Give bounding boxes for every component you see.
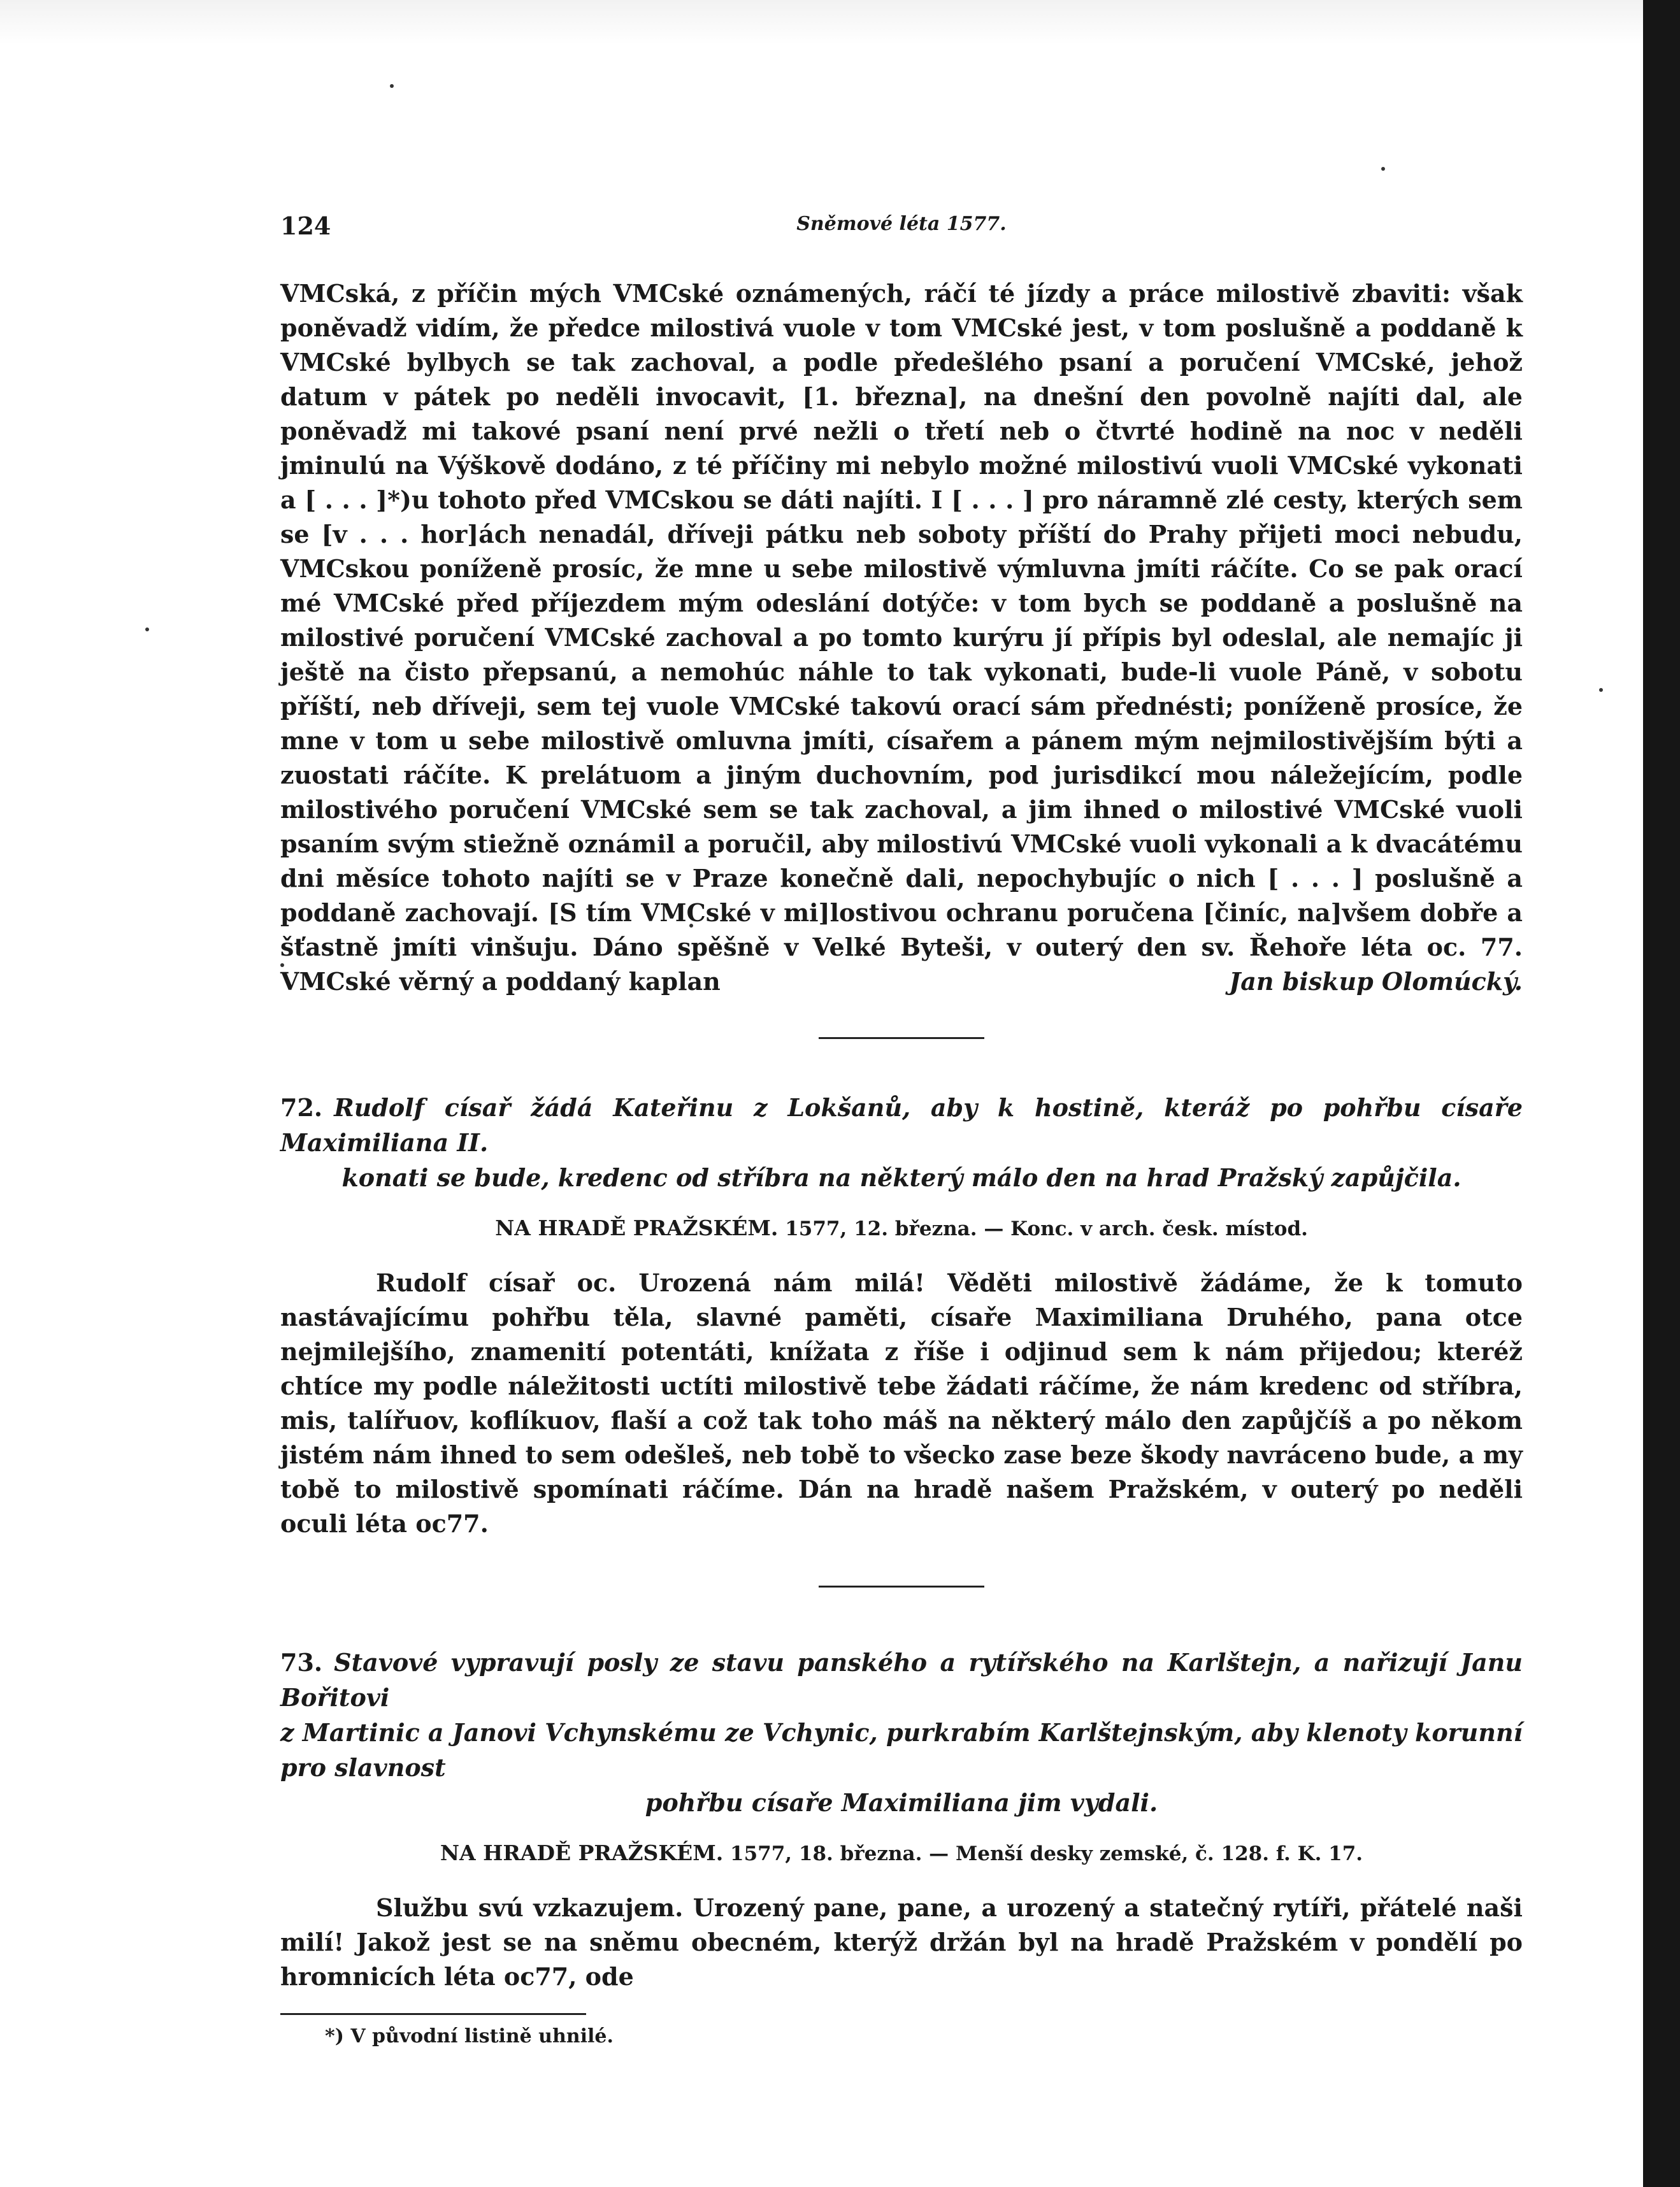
doc-72-heading-line-2: konati se bude, kredenc od stříbra na některý málo den na hrad Pražský zapůjčila. bbox=[341, 1163, 1461, 1192]
scan-top-shadow bbox=[0, 0, 1643, 45]
doc-73-meta bbox=[280, 1840, 1523, 1865]
section-separator bbox=[819, 1586, 984, 1588]
doc-72-heading-line-1: Rudolf císař žádá Kateřinu z Lokšanů, aby k hostině, kteráž po pohřbu císaře Maximiliana II. bbox=[280, 1093, 1523, 1157]
continuation-text: VMCská, z příčin mých VMCské oznámených, ráčí té jízdy a práce milostivě zbaviti: však poněvadž vidím, že předce milostivá vuole v tom VMCské jest, v tom poslušně a poddaně k VMCské bylbych se tak zachoval, a podle předešlého psaní a poručení VMCské, jehož datum v pátek po neděli invocavit, [1. března], na dnešní den povolně najíti dal, ale poněvadž mi takové psaní není prvé nežli o třetí neb o čtvrté hodině na noc v neděli jminulú na Výškově dodáno, z té příčiny mi nebylo možné milostivú vuoli VMCské vykonati a [ . . . ]*)u tohoto před VMCskou se dáti najíti. I [ . . . ] pro náramně zlé cesty, kterých sem se [v . . . hor]ách nenadál, dříveji pátku neb soboty příští do Prahy přijeti moci nebudu, VMCskou poníženě prosíc, že mne u sebe milostivě výmluvna jmíti ráčíte. Co se pak orací mé VMCské před příjezdem mým odeslání dotýče: v tom bych se poddaně a poslušně na milostivé poručení VMCské zachoval a po tomto kurýru jí přípis byl odeslal, ale nemajíc ji ještě na čisto přepsanú, a nemohúc náhle to tak vykonati, bude-li vuole Páně, v sobotu příští, neb dříveji, sem tej vuole VMCské takovú orací sám přednésti; poníženě prosíce, že mne v tom u sebe milostivě omluvna jmíti, císařem a pánem mým nejmilostivějším býti a zuostati ráčíte. K prelátuom a jiným duchovním, pod jurisdikcí mou náležejícím, podle milostivého poručení VMCské sem se tak zachoval, a jim ihned o milostivé VMCské vuoli psaním svým stiežně oznámil a poručil, aby milostivú VMCské vuoli vykonali a k dvacátému dni měsíce tohoto najíti se v Praze konečně dali, nepochybujíc o nich [ . . . ] poslušně a poddaně zachovají. [S tím VMCské v mi]lostivou ochranu poručena [činíc, na]všem dobře a šťastně jmíti vinšuju. Dáno spěšně v Velké Byteši, v outerý den sv. Řehoře léta oc. 77. VMCské věrný a poddaný kaplan bbox=[280, 279, 1523, 996]
doc-72-date-source: 1577, 12. března. — Konc. v arch. česk. místod. bbox=[785, 1217, 1308, 1240]
doc-73-body: Službu svú vzkazujem. Urozený pane, pane, a urozený a statečný rytíři, přátelé naši milí! Jakož jest se na sněmu obecném, kterýž držán byl na hradě Pražském v pondělí po hromnicích léta oc77, ode bbox=[280, 1893, 1523, 1991]
doc-72-place: NA HRADĚ PRAŽSKÉM. bbox=[495, 1215, 779, 1240]
doc-72-number: 72. bbox=[280, 1093, 323, 1122]
doc-72-heading bbox=[280, 1090, 1523, 1195]
page-header bbox=[280, 204, 1523, 242]
document-page bbox=[280, 204, 1523, 2047]
doc-73-heading-line-1: Stavové vypravují posly ze stavu panského a rytířského na Karlštejn, a nařizují Janu Bořitovi bbox=[280, 1648, 1523, 1712]
scan-speck bbox=[390, 84, 394, 88]
scan-right-border bbox=[1643, 0, 1680, 2187]
page-number: 124 bbox=[280, 212, 331, 240]
doc-73-place: NA HRADĚ PRAŽSKÉM. bbox=[440, 1840, 724, 1865]
doc-73-heading-line-3: pohřbu císaře Maximiliana jim vydali. bbox=[645, 1788, 1158, 1817]
doc-73-heading-line-2: z Martinic a Janovi Vchynskému ze Vchynic, purkrabím Karlštejnským, aby klenoty korunní pro slavnost bbox=[280, 1718, 1523, 1782]
footnote: *) V původní listině uhnilé. bbox=[325, 2025, 614, 2047]
doc-72-body: Rudolf císař oc. Urozená nám milá! Věděti milostivě žádáme, že k tomuto nastávajícímu pohřbu těla, slavné paměti, císaře Maximiliana Druhého, pana otce nejmilejšího, znamenití potentáti, knížata z říše i odjinud sem k nám přijedou; kteréž chtíce my podle náležitosti uctíti milostivě tebe žádati ráčíme, že nám kredenc od stříbra, mis, talířuov, koflíkuov, flaší a což tak toho máš na některý málo den zapůjčíš a po někom jistém nám ihned to sem odešleš, neb tobě to všecko zase beze škody navráceno bude, a my tobě to milostivě spomínati ráčíme. Dán na hradě našem Pražském, v outerý po neděli oculi léta oc77. bbox=[280, 1268, 1523, 1538]
section-separator bbox=[819, 1037, 984, 1039]
doc-73-date-source: 1577, 18. března. — Menší desky zemské, č. 128. f. K. 17. bbox=[730, 1842, 1363, 1865]
scan-speck bbox=[1381, 167, 1385, 171]
signature: Jan biskup Olomúcký. bbox=[1229, 967, 1523, 996]
scan-speck bbox=[1599, 688, 1603, 692]
doc-73-number: 73. bbox=[280, 1648, 323, 1677]
running-title: Sněmové léta 1577. bbox=[796, 213, 1007, 235]
doc-72-meta bbox=[280, 1215, 1523, 1240]
scan-speck bbox=[145, 627, 149, 631]
doc-73-heading bbox=[280, 1645, 1523, 1820]
letter-continuation bbox=[280, 276, 1523, 999]
footnote-rule bbox=[280, 2013, 586, 2015]
